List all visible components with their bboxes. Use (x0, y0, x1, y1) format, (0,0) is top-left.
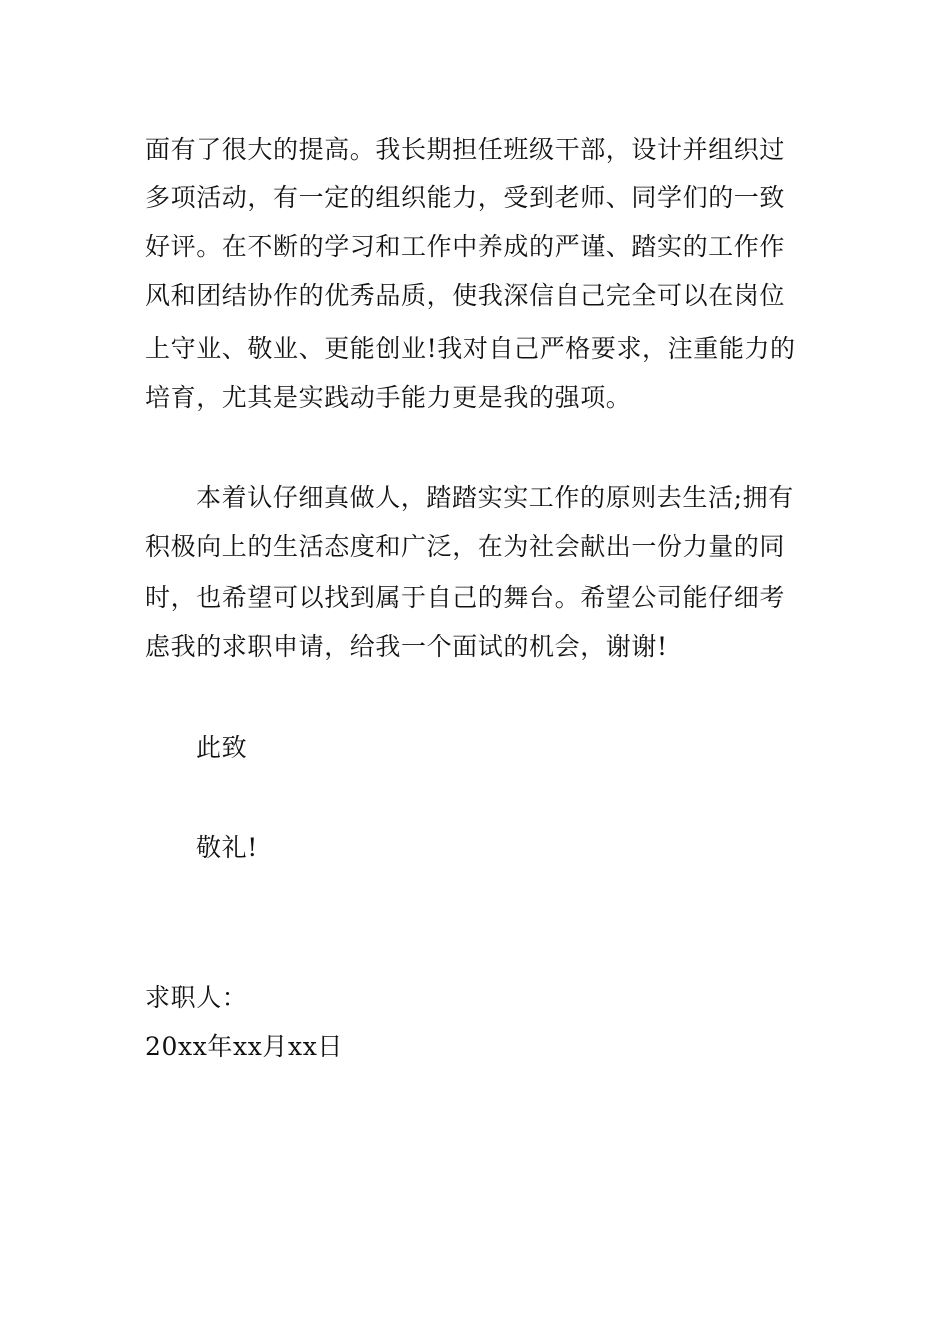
paragraph-1-line-5: 上守业、敬业、更能创业!我对自己严格要求，注重能力的 (145, 334, 796, 363)
paragraph-2-line-2: 积极向上的生活态度和广泛，在为社会献出一份力量的同 (145, 532, 786, 561)
paragraph-1-line-2: 多项活动，有一定的组织能力，受到老师、同学们的一致 (145, 183, 786, 212)
paragraph-1-line-6: 培育，尤其是实践动手能力更是我的强项。 (145, 383, 632, 412)
paragraph-1-line-1: 面有了很大的提高。我长期担任班级干部，设计并组织过 (145, 135, 786, 164)
paragraph-1-line-3: 好评。在不断的学习和工作中养成的严谨、踏实的工作作 (145, 232, 786, 261)
closing-regards: 敬礼! (196, 833, 258, 862)
paragraph-1-line-4: 风和团结协作的优秀品质，使我深信自己完全可以在岗位 (145, 281, 786, 310)
letter-date: 20xx年xx月xx日 (145, 1032, 344, 1061)
paragraph-2-line-4: 虑我的求职申请，给我一个面试的机会，谢谢! (145, 632, 668, 661)
paragraph-2-line-3: 时，也希望可以找到属于自己的舞台。希望公司能仔细考 (145, 583, 786, 612)
closing-salutation: 此致 (196, 733, 248, 762)
applicant-label: 求职人： (145, 983, 248, 1012)
paragraph-2-line-1: 本着认仔细真做人，踏踏实实工作的原则去生活;拥有 (196, 483, 794, 512)
